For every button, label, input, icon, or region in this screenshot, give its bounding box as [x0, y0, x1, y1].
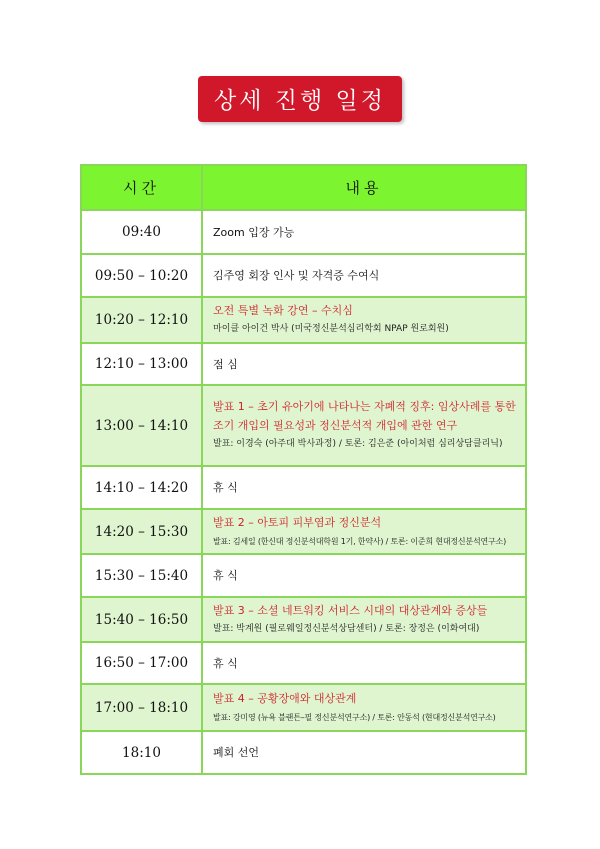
row-title: 폐회 선언	[213, 746, 260, 759]
header-time: 시간	[81, 165, 202, 210]
table-row	[81, 509, 526, 554]
row-time: 14:20 – 15:30	[81, 509, 202, 554]
row-content	[202, 554, 526, 597]
row-title: 오전 특별 녹화 강연 – 수치심	[213, 304, 353, 317]
row-speaker: 발표: 이경숙 (아주대 박사과정) / 토론: 김은준 (아이처럼 심리상담클리닉)	[213, 439, 503, 449]
row-title: 김주영 회장 인사 및 자격증 수여식	[213, 269, 380, 282]
row-title: 발표 4 – 공황장애와 대상관계	[213, 691, 357, 705]
row-content	[202, 466, 526, 509]
page-title: 상세 진행 일정	[198, 76, 402, 122]
row-time: 10:20 – 12:10	[81, 297, 202, 343]
row-time: 12:10 – 13:00	[81, 343, 202, 385]
row-speaker: 발표: 박계원 (필로웨일정신분석상담센터) / 토론: 장정은 (이화여대)	[213, 623, 480, 634]
row-content	[202, 642, 526, 684]
table-row	[81, 731, 526, 774]
row-time: 15:40 – 16:50	[81, 597, 202, 642]
row-title: 발표 2 – 아토피 피부염과 정신분석	[213, 515, 382, 529]
schedule-table	[80, 164, 527, 775]
row-content	[202, 297, 526, 343]
row-speaker: 발표: 김세일 (한신대 정신분석대학원 1기, 한약사) / 토론: 이준희 현대정신분석연구소)	[213, 536, 506, 546]
row-time: 14:10 – 14:20	[81, 466, 202, 509]
table-row	[81, 297, 526, 343]
row-speaker: 마이클 아이건 박사 (미국정신분석심리학회 NPAP 원로회원)	[213, 324, 449, 334]
row-title: 휴 식	[213, 569, 238, 582]
row-content	[202, 343, 526, 385]
table-row	[81, 466, 526, 509]
table-row	[81, 343, 526, 385]
table-row	[81, 597, 526, 642]
table-row	[81, 385, 526, 466]
table-row	[81, 254, 526, 297]
row-time: 13:00 – 14:10	[81, 385, 202, 466]
row-title: Zoom 입장 가능	[213, 225, 295, 239]
table-row	[81, 642, 526, 684]
row-content	[202, 684, 526, 731]
table-row	[81, 554, 526, 597]
row-content	[202, 385, 526, 466]
row-title: 발표 3 – 소셜 네트워킹 서비스 시대의 대상관계와 증상들	[213, 603, 488, 617]
row-time: 15:30 – 15:40	[81, 554, 202, 597]
row-title: 점 심	[213, 357, 238, 371]
row-title: 휴 식	[213, 481, 238, 494]
table-row	[81, 210, 526, 254]
row-content	[202, 254, 526, 297]
row-time: 16:50 – 17:00	[81, 642, 202, 684]
row-title: 휴 식	[213, 656, 238, 670]
table-row	[81, 684, 526, 731]
row-title-continued: 조기 개입의 필요성과 정신분석적 개입에 관한 연구	[213, 419, 458, 432]
row-content	[202, 731, 526, 774]
header-content: 내용	[202, 165, 526, 210]
row-time: 17:00 – 18:10	[81, 684, 202, 731]
row-time: 18:10	[81, 731, 202, 774]
row-content	[202, 509, 526, 554]
row-content	[202, 597, 526, 642]
row-time: 09:50 – 10:20	[81, 254, 202, 297]
row-content	[202, 210, 526, 254]
row-time: 09:40	[81, 210, 202, 254]
row-title: 발표 1 – 초기 유아기에 나타나는 자폐적 징후: 임상사례를 통한	[213, 400, 516, 413]
row-speaker: 발표: 강미영 (뉴욕 블랜튼–필 정신분석연구소) / 토론: 안동석 (현대정신분석연구소)	[213, 712, 496, 722]
table-header	[81, 165, 526, 210]
